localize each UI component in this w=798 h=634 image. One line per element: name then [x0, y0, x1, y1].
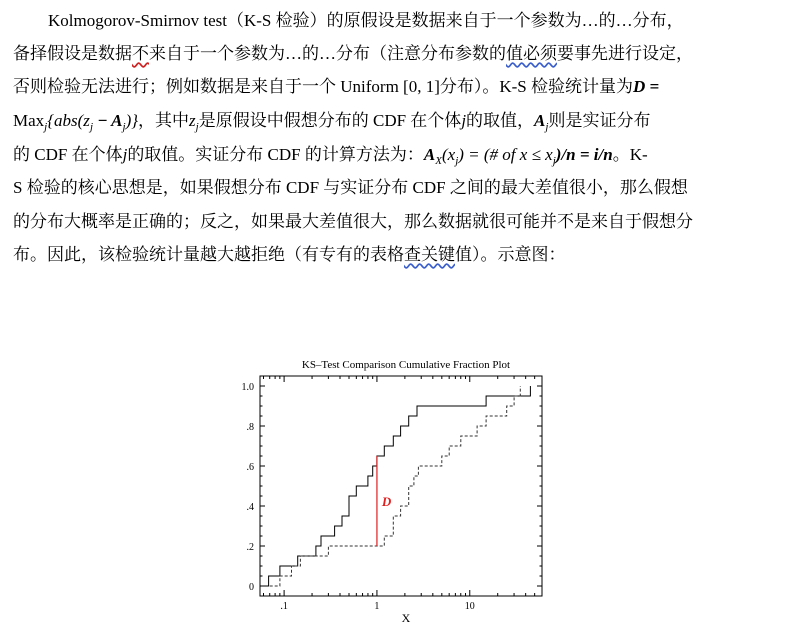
line-5-count: ) = (# of x ≤ x [458, 145, 553, 164]
paragraph-line-5 [13, 138, 648, 172]
line-5-j: j [122, 145, 128, 164]
line-4-abs: {abs(z [47, 111, 90, 130]
line-5-xj: (x [441, 145, 456, 164]
plot-layer [242, 376, 543, 612]
line-5-sub-j: j [455, 155, 459, 167]
line-4-sub-j2: j [89, 121, 93, 133]
line-3-text: 否则检验无法进行；例如数据是来自于一个 Uniform [0, 1]分布）。K-S 检验统计量为 [13, 77, 634, 96]
line-4-sub-j: j [44, 121, 48, 133]
line-4-text-a: ，其中 [138, 111, 190, 130]
x-tick-label: 10 [464, 601, 475, 612]
chart-title: KS–Test Comparison Cumulative Fraction Plot [301, 359, 511, 371]
line-4-close: )} [125, 111, 139, 130]
y-tick-label: .8 [246, 422, 254, 433]
line-4-text-b: 是原假设中假想分布的 CDF 在个体 [198, 111, 462, 130]
line-4-sub-j3: j [122, 121, 126, 133]
line-5-a: A [423, 145, 436, 164]
line-2-text-b: 不 [132, 44, 149, 63]
x-axis-label: X [401, 611, 411, 625]
paragraph-line-1 [48, 4, 684, 38]
y-tick-label: 0 [249, 582, 254, 593]
line-2-text-a: 备择假设是数据 [13, 44, 132, 63]
line-2-text-d: 值必须 [506, 44, 557, 63]
line-8-text-b: 查关键 [404, 245, 455, 264]
paragraph-line-2 [13, 37, 693, 71]
paragraph-line-3 [13, 70, 659, 104]
line-8-text-a: 布。因此，该检验统计量越大越拒绝（有专有的表格 [13, 245, 404, 264]
paragraph-line-7 [13, 205, 693, 239]
line-4-text-c: 的取值， [466, 111, 535, 130]
x-tick-label: .1 [280, 601, 288, 612]
line-5-text-b: 的取值。实证分布 CDF 的计算方法为： [127, 145, 424, 164]
line-5-text-a: 的 CDF 在个体 [13, 145, 123, 164]
series-dashed-line [270, 386, 521, 586]
x-tick-label: 1 [374, 601, 380, 612]
line-5-sub-j2: j [552, 155, 556, 167]
line-4-minus-a: − A [93, 111, 123, 130]
line-4-j: j [461, 111, 467, 130]
line-7-text: 的分布大概率是正确的；反之，如果最大差值很大，那么数据就很可能并不是来自于假想分 [13, 212, 693, 231]
y-tick-label: .4 [246, 502, 254, 513]
y-tick-label: .6 [246, 462, 254, 473]
line-4-sub-j5: j [545, 121, 549, 133]
line-4-sub-j4: j [195, 121, 199, 133]
paragraph-line-8 [13, 238, 566, 272]
line-4-z: z [189, 111, 196, 130]
ks-test-figure [220, 356, 565, 634]
y-tick-label: 1.0 [241, 382, 254, 393]
paragraph-line-4 [13, 104, 650, 138]
line-3-math: D = [633, 77, 660, 96]
y-tick-label: .2 [246, 542, 254, 553]
line-2-text-c: 来自于一个参数为…的…分布（注意分布参数的 [149, 44, 506, 63]
line-6-text: S 检验的核心思想是，如果假想分布 CDF 与实证分布 CDF 之间的最大差值很小，那么假想 [13, 178, 688, 197]
line-5-ratio: )/n = i/n [555, 145, 613, 164]
line-2-text-e: 要事先进行设定， [557, 44, 693, 63]
d-annotation: D [381, 494, 392, 509]
ks-cumulative-plot [220, 356, 565, 634]
line-4-a: A [534, 111, 546, 130]
paragraph-line-6 [13, 171, 688, 205]
line-5-sub-x: X [435, 155, 442, 167]
line-4-text-d: 则是实证分布 [548, 111, 651, 130]
line-5-text-c: 。K- [612, 145, 648, 164]
line-4-max: Max [13, 111, 45, 130]
line-1-text: Kolmogorov-Smirnov test（K-S 检验）的原假设是数据来自于一个参数为…的…分布， [48, 11, 684, 30]
line-8-text-c: 值）。示意图： [455, 245, 566, 264]
plot-frame [260, 376, 542, 596]
